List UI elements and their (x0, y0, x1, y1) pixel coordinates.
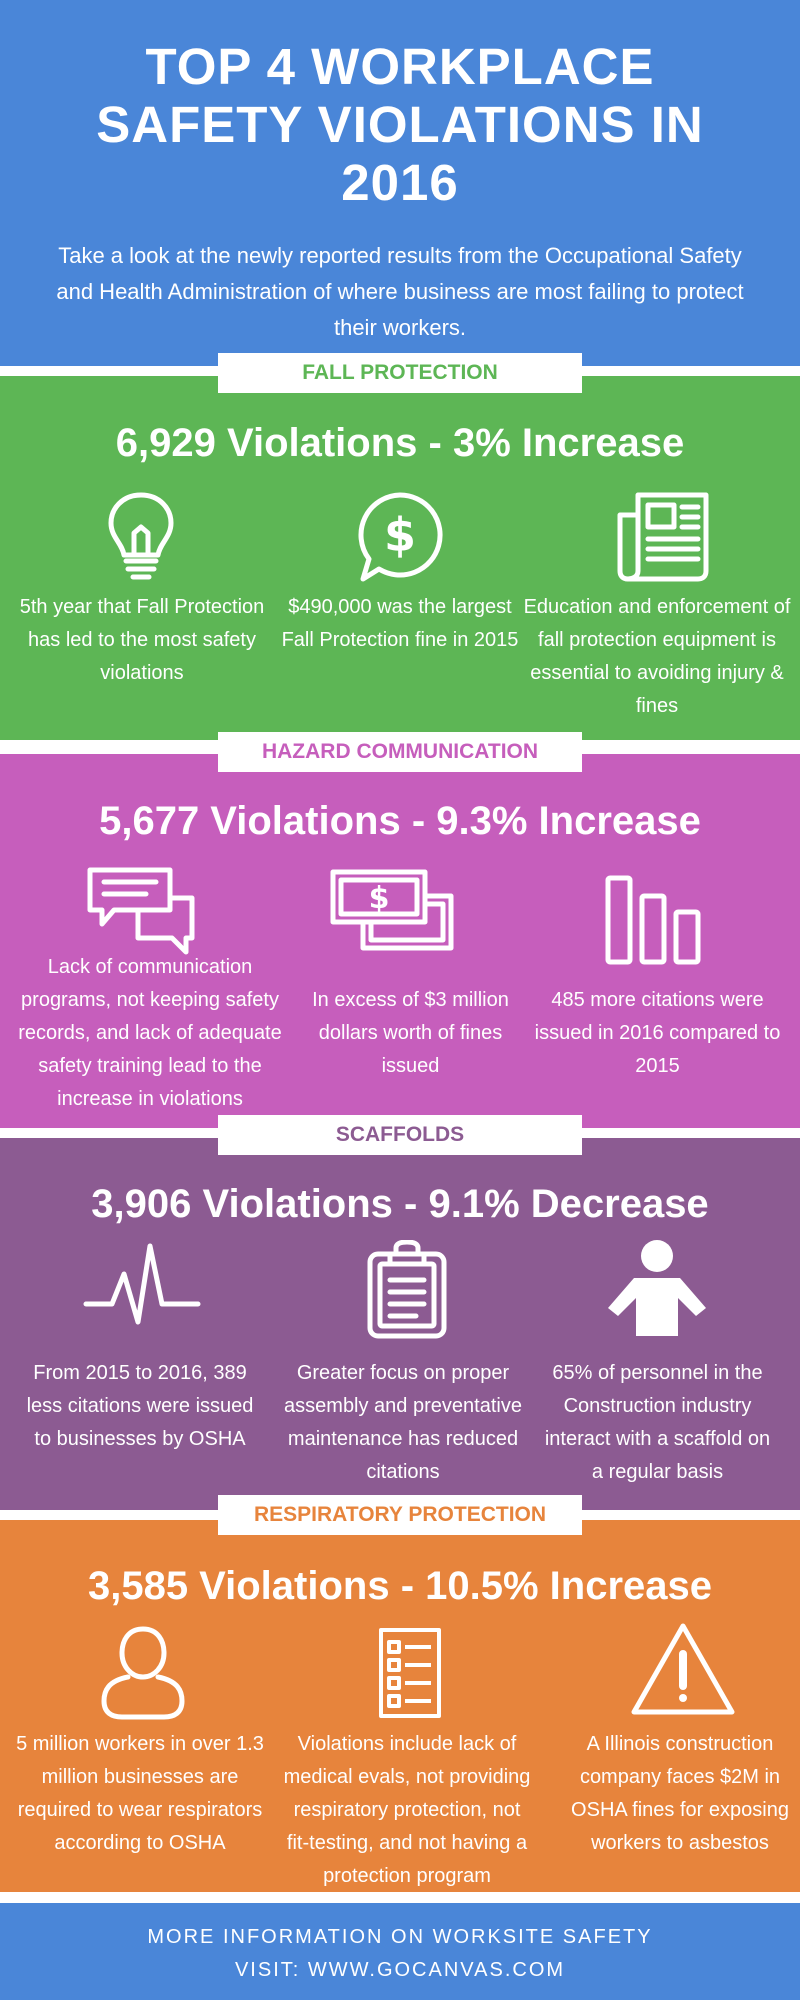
checklist-icon (355, 1628, 465, 1728)
chat-bubbles-icon (86, 864, 196, 964)
fact-text: From 2015 to 2016, 389 less citations were issued to businesses by OSHA (26, 1362, 254, 1450)
page-title: TOP 4 WORKPLACE SAFETY VIOLATIONS IN 2016 (96, 38, 704, 211)
fact-text: Greater focus on proper assembly and preventative maintenance has reduced citations (284, 1362, 522, 1483)
section-headline-respiratory-protection: 3,585 Violations - 10.5% Increase (87, 1564, 713, 1608)
section-headline-fall-protection: 6,929 Violations - 3% Increase (115, 421, 685, 465)
person-icon (602, 1236, 712, 1336)
fact-text: In excess of $3 million dollars worth of fines issued (312, 989, 509, 1077)
fact-text: Lack of communication programs, not keeping safety records, and lack of adequate safety training lead to the increase in violations (18, 956, 282, 1110)
bar-chart-icon (598, 870, 708, 970)
fact-text: 5 million workers in over 1.3 million businesses are required to wear respirators according to OSHA (16, 1733, 264, 1854)
section-label-hazard-communication: HAZARD COMMUNICATION (218, 732, 582, 772)
section-headline-hazard-communication: 5,677 Violations - 9.3% Increase (99, 799, 701, 843)
fact-text: Education and enforcement of fall protection equipment is essential to avoiding injury & fines (523, 596, 791, 717)
fact-text: 5th year that Fall Protection has led to the most safety violations (19, 596, 265, 684)
newspaper-icon (610, 487, 720, 587)
fact-text: 65% of personnel in the Construction industry interact with a scaffold on a regular basis (544, 1362, 771, 1483)
fact-text: A Illinois construction company faces $2M in OSHA fines for exposing workers to asbestos (571, 1733, 789, 1854)
footer-more-info: MORE INFORMATION ON WORKSITE SAFETY (147, 1926, 653, 1948)
section-label-respiratory-protection: RESPIRATORY PROTECTION (218, 1495, 582, 1535)
section-headline-scaffolds: 3,906 Violations - 9.1% Decrease (91, 1182, 709, 1226)
svg-text:$: $ (383, 508, 417, 562)
section-label-fall-protection: FALL PROTECTION (218, 353, 582, 393)
svg-text:$: $ (368, 881, 390, 916)
section-label-scaffolds: SCAFFOLDS (218, 1115, 582, 1155)
footer-website-link[interactable]: VISIT: WWW.GOCANVAS.COM (234, 1959, 566, 1981)
divider (0, 1893, 800, 1903)
clipboard-icon (352, 1240, 462, 1340)
fact-text: Violations include lack of medical evals, not providing respiratory protection, not fit-testing, and not having a protection program (283, 1733, 531, 1887)
fact-text: $490,000 was the largest Fall Protection fine in 2015 (281, 596, 519, 651)
footer-banner (0, 1903, 800, 2000)
warning-triangle-icon (628, 1620, 738, 1720)
dollar-speech-bubble-icon (345, 487, 455, 587)
intro-text: Take a look at the newly reported results from the Occupational Safety and Health Administration of where business are most failing to protect their workers. (56, 243, 744, 340)
money-bills-icon (327, 862, 457, 962)
user-outline-icon (88, 1623, 198, 1723)
fact-text: 485 more citations were issued in 2016 compared to 2015 (534, 989, 781, 1077)
pulse-line-icon (82, 1240, 202, 1340)
lightbulb-icon (86, 487, 196, 587)
